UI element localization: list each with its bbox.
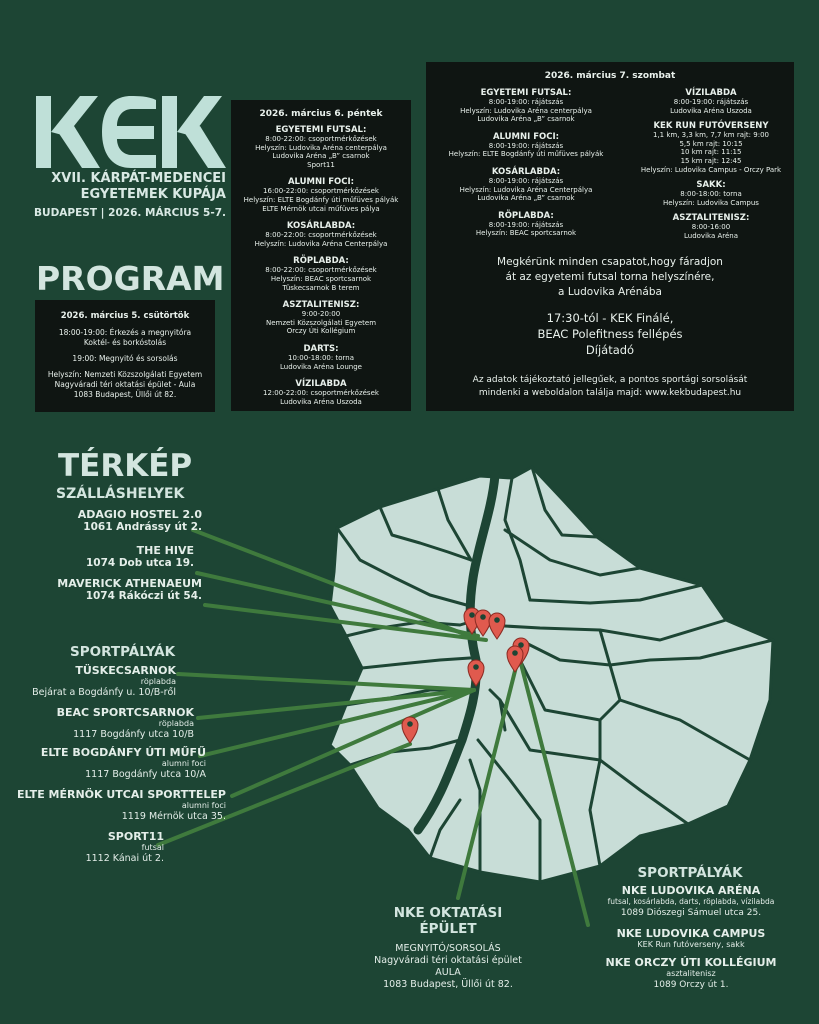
venue-name: ELTE BOGDÁNFY ÚTI MŰFŰ xyxy=(40,746,206,759)
finale-line: 17:30-tól - KEK Finálé, xyxy=(546,311,674,325)
schedule-section-title: RÖPLABDA: xyxy=(498,210,554,221)
venue-sport: röplabda xyxy=(158,719,194,728)
day2-date: 2026. március 6. péntek xyxy=(259,109,383,119)
day3-disclaimer xyxy=(426,374,794,400)
schedule-section xyxy=(426,132,626,159)
venue-ludovika-arena xyxy=(585,884,797,919)
schedule-line: 9:00-20:00 xyxy=(301,310,341,319)
venue-address: 1089 Diószegi Sámuel utca 25. xyxy=(620,908,762,918)
schedule-line: Tüskecsarnok B terem xyxy=(282,283,360,292)
schedule-line: Ludovika Aréna Uszoda xyxy=(280,397,362,406)
day1-line: Nagyváradi téri oktatási épület - Aula xyxy=(54,380,196,389)
accommodation-hive xyxy=(20,544,194,570)
schedule-section xyxy=(426,88,626,124)
day1-line: 1083 Budapest, Üllői út 82. xyxy=(73,390,177,399)
schedule-section xyxy=(631,88,791,115)
event-title-line-1: XVII. KÁRPÁT-MEDENCEI xyxy=(51,171,226,186)
finale-line: Díjátadó xyxy=(585,343,635,357)
schedule-section xyxy=(231,177,411,213)
venue-sport: KEK Run futóverseny, sakk xyxy=(637,940,745,949)
venue-name: NKE LUDOVIKA ARÉNA xyxy=(621,884,761,897)
schedule-line: Ludovika Aréna „B” csarnok xyxy=(477,194,575,203)
nke-building-line: Nagyváradi téri oktatási épület xyxy=(374,955,522,966)
accommodation-name: MAVERICK ATHENAEUM xyxy=(57,577,202,590)
venue-sport: futsal xyxy=(141,843,164,852)
schedule-line: Helyszín: Ludovika Campus - Orczy Park xyxy=(640,165,782,174)
venue-sport: alumni foci xyxy=(181,801,226,810)
day3-date: 2026. március 7. szombat xyxy=(544,71,676,81)
accommodation-maverick xyxy=(20,577,202,603)
schedule-section-title: KOSÁRLABDA: xyxy=(286,221,356,232)
venue-elte-mernok xyxy=(10,788,226,823)
schedule-line: Helyszín: Ludovika Campus xyxy=(663,198,759,207)
venue-name: BEAC SPORTCSARNOK xyxy=(56,706,194,719)
schedule-line: Ludovika Aréna Uszoda xyxy=(670,106,752,115)
kek-logo-graphic xyxy=(36,96,226,168)
notice-line: a Ludovika Arénába xyxy=(558,286,662,298)
schedule-section-title: ASZTALITENISZ: xyxy=(282,300,360,311)
notice-line: át az egyetemi futsal torna helyszínére, xyxy=(505,271,715,283)
venue-sport: futsal, kosárlabda, darts, röplabda, vízilabda xyxy=(607,897,775,906)
venue-address: 1117 Bogdánfy utca 10/A xyxy=(85,769,206,780)
venue-elte-bogdanfy xyxy=(10,746,206,781)
schedule-section xyxy=(231,221,411,248)
finale-line: BEAC Polefitness fellépés xyxy=(537,327,683,341)
schedule-line: 8:00-19:00: rájátszás xyxy=(488,141,564,150)
venue-address: 1117 Bogdánfy utca 10/B xyxy=(73,729,194,740)
venue-beac xyxy=(10,706,194,741)
nke-building xyxy=(368,905,528,991)
schedule-line: 8:00-22:00: csoportmérkőzések xyxy=(265,266,377,275)
accommodation-name: THE HIVE xyxy=(136,544,194,557)
day2-sections xyxy=(231,125,411,406)
nke-building-line: AULA xyxy=(435,967,461,978)
schedule-line: 1,1 km, 3,3 km, 7,7 km rajt: 9:00 xyxy=(653,131,769,140)
schedule-line: 8:00-16:00 xyxy=(691,223,731,232)
schedule-line: Helyszín: ELTE Bogdánfy úti műfüves pályák xyxy=(243,195,399,204)
budapest-outline xyxy=(330,467,773,882)
schedule-line: Helyszín: BEAC sportcsarnok xyxy=(270,274,372,283)
accommodation-address: 1074 Rákóczi út 54. xyxy=(85,590,202,602)
schedule-line: Sport11 xyxy=(307,160,335,169)
schedule-line: 8:00-22:00: csoportmérkőzések xyxy=(265,231,377,240)
schedule-line: Ludovika Aréna „B” csarnok xyxy=(477,115,575,124)
schedule-section-title: VÍZILABDA xyxy=(685,88,737,98)
day1-line: Helyszín: Nemzeti Közszolgálati Egyetem xyxy=(47,370,203,379)
venue-name: SPORT11 xyxy=(107,830,164,843)
schedule-line: 8:00-19:00: rájátszás xyxy=(673,98,749,106)
schedule-section xyxy=(631,121,791,174)
venue-name: NKE LUDOVIKA CAMPUS xyxy=(616,927,766,940)
nke-building-name: NKE OKTATÁSI xyxy=(393,905,503,921)
day3-notice xyxy=(426,255,794,300)
schedule-line: Helyszín: BEAC sportcsarnok xyxy=(475,229,577,238)
accommodation-address: 1074 Dob utca 19. xyxy=(85,557,194,569)
schedule-section-title: SAKK: xyxy=(696,180,726,191)
venue-name: TÜSKECSARNOK xyxy=(75,664,176,677)
nke-building-line: MEGNYITÓ/SORSOLÁS xyxy=(395,943,501,954)
schedule-section xyxy=(231,300,411,336)
day3-box xyxy=(426,62,794,411)
disclaimer-line: Az adatok tájékoztató jellegűek, a pontos sportági sorsolását xyxy=(472,375,748,385)
venue-tuskecsarnok xyxy=(10,664,176,699)
schedule-line: Helyszín: Ludovika Aréna centerpálya xyxy=(460,106,592,115)
day3-right-column xyxy=(631,88,791,241)
schedule-section xyxy=(426,211,626,238)
schedule-line: Orczy Úti Kollégium xyxy=(286,327,356,336)
schedule-line: 5,5 km rajt: 10:15 xyxy=(679,139,743,148)
disclaimer-line: mindenki a weboldalon találja majd: www.kekbudapest.hu xyxy=(478,388,742,398)
day3-finale xyxy=(426,310,794,358)
day1-line: 18:00-19:00: Érkezés a megnyitóra xyxy=(58,328,192,337)
schedule-line: Helyszín: Ludovika Aréna Centerpálya xyxy=(459,185,593,194)
schedule-line: 8:00-19:00: rájátszás xyxy=(488,98,564,106)
event-dates: BUDAPEST | 2026. MÁRCIUS 5-7. xyxy=(34,207,226,219)
schedule-line: 12:00-22:00: csoportmérkőzések xyxy=(263,389,379,398)
day1-box xyxy=(35,300,215,412)
nke-building-line: 1083 Budapest, Üllői út 82. xyxy=(383,979,513,990)
sports-heading-left: SPORTPÁLYÁK xyxy=(70,644,176,660)
schedule-line: 8:00-19:00: rájátszás xyxy=(488,220,564,229)
venue-address: 1089 Orczy út 1. xyxy=(653,980,729,990)
event-title-line-2: EGYETEMEK KUPÁJA xyxy=(80,187,226,202)
venue-sport11 xyxy=(10,830,164,865)
schedule-line: Ludovika Aréna xyxy=(683,231,739,240)
schedule-section-title: KEK RUN FUTÓVERSENY xyxy=(653,121,769,132)
schedule-line: Ludovika Aréna „B” csarnok xyxy=(272,152,370,161)
day1-line: Koktél- és borkóstolás xyxy=(83,338,167,347)
schedule-section xyxy=(631,213,791,240)
accommodation-address: 1061 Andrássy út 2. xyxy=(83,521,202,533)
schedule-section xyxy=(426,167,626,203)
schedule-line: Helyszín: ELTE Bogdánfy úti műfüves pályák xyxy=(448,150,604,159)
schedule-section-title: ASZTALITENISZ: xyxy=(672,213,750,224)
notice-line: Megkérünk minden csapatot,hogy fáradjon xyxy=(497,256,723,268)
venue-address: 1112 Kánai út 2. xyxy=(85,853,164,864)
schedule-line: Nemzeti Közszolgálati Egyetem xyxy=(265,318,377,327)
venue-name: ELTE MÉRNÖK UTCAI SPORTTELEP xyxy=(16,788,226,801)
venue-name: NKE ORCZY ÚTI KOLLÉGIUM xyxy=(605,956,777,969)
schedule-line: 10:00-18:00: torna xyxy=(288,353,354,362)
schedule-section xyxy=(231,256,411,292)
map-title: TÉRKÉP xyxy=(58,448,193,484)
kek-logo xyxy=(36,96,226,168)
schedule-line: Ludovika Aréna Lounge xyxy=(280,362,362,371)
schedule-line: Helyszín: Ludovika Aréna Centerpálya xyxy=(254,239,388,248)
schedule-section-title: KOSÁRLABDA: xyxy=(491,166,561,177)
schedule-section-title: ALUMNI FOCI: xyxy=(492,131,560,142)
schedule-line: 15 km rajt: 12:45 xyxy=(680,156,742,165)
day3-left-column xyxy=(426,88,626,238)
schedule-line: ELTE Mérnök utcai műfüves pálya xyxy=(262,204,380,213)
schedule-section-title: VÍZILABDA xyxy=(295,379,347,390)
schedule-section-title: RÖPLABDA: xyxy=(293,256,349,267)
venue-sport: alumni foci xyxy=(161,759,206,768)
program-heading: PROGRAM xyxy=(36,259,225,298)
schedule-line: Helyszín: Ludovika Aréna centerpálya xyxy=(255,143,387,152)
schedule-section-title: EGYETEMI FUTSAL: xyxy=(275,125,367,135)
day1-line: 19:00: Megnyitó és sorsolás xyxy=(72,354,178,363)
schedule-section-title: DARTS: xyxy=(303,343,339,354)
schedule-line: 8:00-19:00: rájátszás xyxy=(488,176,564,185)
venue-address: Bejárat a Bogdánfy u. 10/B-ről xyxy=(32,687,176,698)
venue-sport: röplabda xyxy=(140,677,176,686)
sports-heading-right: SPORTPÁLYÁK xyxy=(637,865,743,881)
schedule-line: 8:00-22:00: csoportmérkőzések xyxy=(265,135,377,143)
schedule-line: 16:00-22:00: csoportmérkőzések xyxy=(263,187,379,196)
accommodation-adagio xyxy=(20,508,202,534)
schedule-line: 10 km rajt: 11:15 xyxy=(680,148,742,157)
accommodation-heading: SZÁLLÁSHELYEK xyxy=(56,486,185,502)
venue-ludovika-campus xyxy=(585,927,797,950)
accommodation-name: ADAGIO HOSTEL 2.0 xyxy=(77,508,202,521)
schedule-section-title: EGYETEMI FUTSAL: xyxy=(480,88,572,98)
venue-orczy-kollegium xyxy=(585,956,797,991)
schedule-line: 8:00-18:00: torna xyxy=(680,190,742,199)
schedule-section-title: ALUMNI FOCI: xyxy=(287,177,355,188)
venue-sport: asztalitenisz xyxy=(666,969,716,978)
day2-box xyxy=(231,100,411,411)
schedule-section xyxy=(231,125,411,169)
nke-building-name: ÉPÜLET xyxy=(419,921,477,937)
day1-date: 2026. március 5. csütörtök xyxy=(60,311,190,321)
venue-address: 1119 Mérnök utca 35. xyxy=(121,811,226,822)
schedule-section xyxy=(231,344,411,371)
schedule-section xyxy=(231,379,411,406)
schedule-section xyxy=(631,180,791,207)
